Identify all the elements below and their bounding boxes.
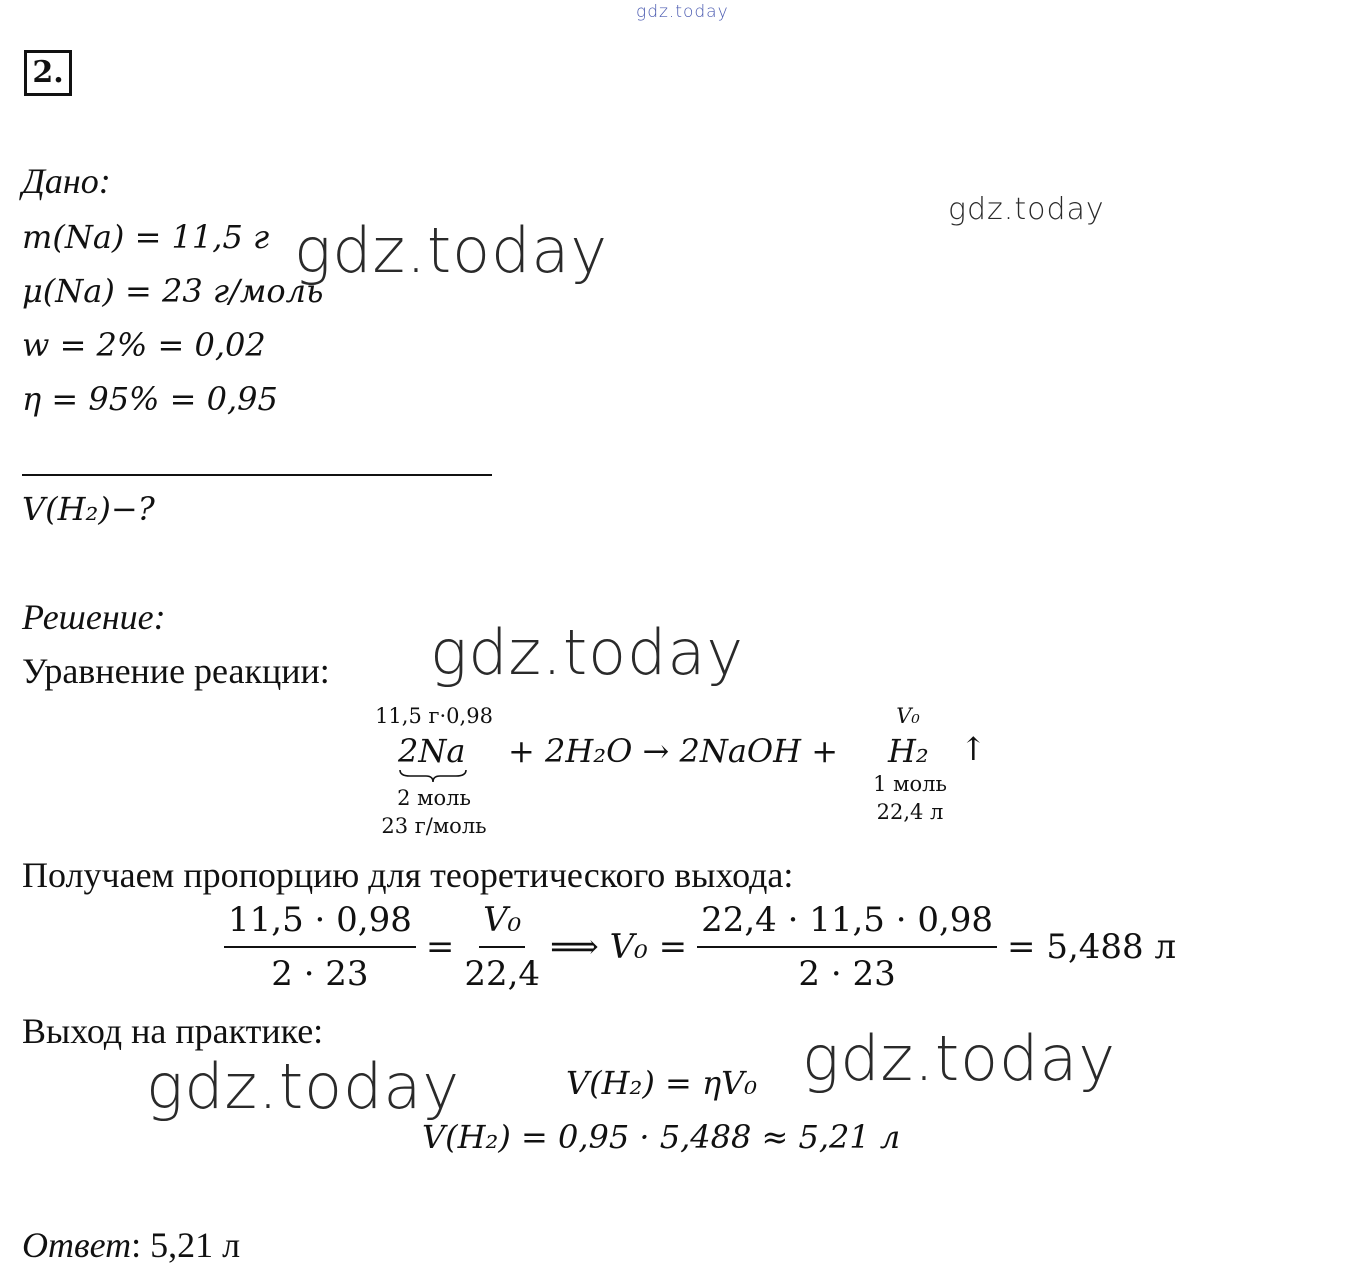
equals-1: = — [425, 927, 455, 967]
below-h2-1: 1 моль — [873, 772, 947, 796]
given-line-2: μ(Na) = 23 г/моль — [22, 272, 324, 310]
fraction-1 — [224, 900, 416, 994]
answer-value: : 5,21 л — [131, 1225, 241, 1265]
fraction-3 — [697, 900, 997, 994]
answer-label: Ответ — [22, 1225, 132, 1265]
proportion-title: Получаем пропорцию для теоретического выхода: — [22, 855, 794, 895]
solution-label: Решение: — [22, 597, 166, 637]
below-na-1: 2 моль — [397, 786, 471, 810]
given-divider — [22, 474, 492, 476]
below-h2-2: 22,4 л — [876, 800, 944, 824]
given-line-3: w = 2% = 0,02 — [22, 326, 266, 364]
fraction-3-num: 22,4 · 11,5 · 0,98 — [697, 900, 997, 948]
practice-formula: V(H₂) = ηV₀ — [566, 1064, 758, 1102]
fraction-3-den: 2 · 23 — [798, 954, 896, 994]
above-na: 11,5 г·0,98 — [375, 704, 493, 728]
fraction-2-den: 22,4 — [464, 954, 541, 994]
watermark: gdz.today — [948, 192, 1105, 227]
reaction-na: 2Na — [398, 732, 466, 770]
below-na-2: 23 г/моль — [381, 814, 487, 838]
task-number-text: 2. — [32, 55, 64, 90]
fraction-2 — [464, 900, 540, 994]
task-number — [24, 50, 72, 96]
watermark: gdz.today — [294, 214, 609, 287]
given-line-1: m(Na) = 11,5 г — [22, 218, 270, 256]
proportion-equation — [224, 900, 1186, 994]
fraction-1-den: 2 · 23 — [271, 954, 369, 994]
practice-title: Выход на практике: — [22, 1011, 324, 1051]
watermark: gdz.today — [430, 616, 745, 689]
given-line-4: η = 95% = 0,95 — [22, 380, 278, 418]
implies: ⟹ V₀ = — [550, 927, 688, 967]
above-h2: V₀ — [896, 704, 920, 728]
watermark: gdz.today — [802, 1022, 1117, 1095]
answer — [22, 1224, 240, 1266]
underbrace-icon — [398, 768, 468, 784]
proportion-result: = 5,488 л — [1007, 927, 1177, 967]
reaction-arrow: ↑ — [960, 730, 987, 768]
practice-calc: V(H₂) = 0,95 · 5,488 ≈ 5,21 л — [422, 1118, 901, 1156]
reaction-title: Уравнение реакции: — [22, 651, 330, 691]
reaction-h2: H₂ — [888, 732, 929, 770]
watermark: gdz.today — [146, 1050, 461, 1123]
find-line: V(H₂)−? — [22, 490, 155, 528]
given-label: Дано: — [22, 161, 111, 201]
fraction-1-num: 11,5 · 0,98 — [224, 900, 416, 948]
fraction-2-num: V₀ — [479, 900, 525, 948]
top-watermark: gdz.today — [636, 2, 729, 22]
reaction-rest: + 2H₂O → 2NaOH + — [508, 732, 839, 770]
